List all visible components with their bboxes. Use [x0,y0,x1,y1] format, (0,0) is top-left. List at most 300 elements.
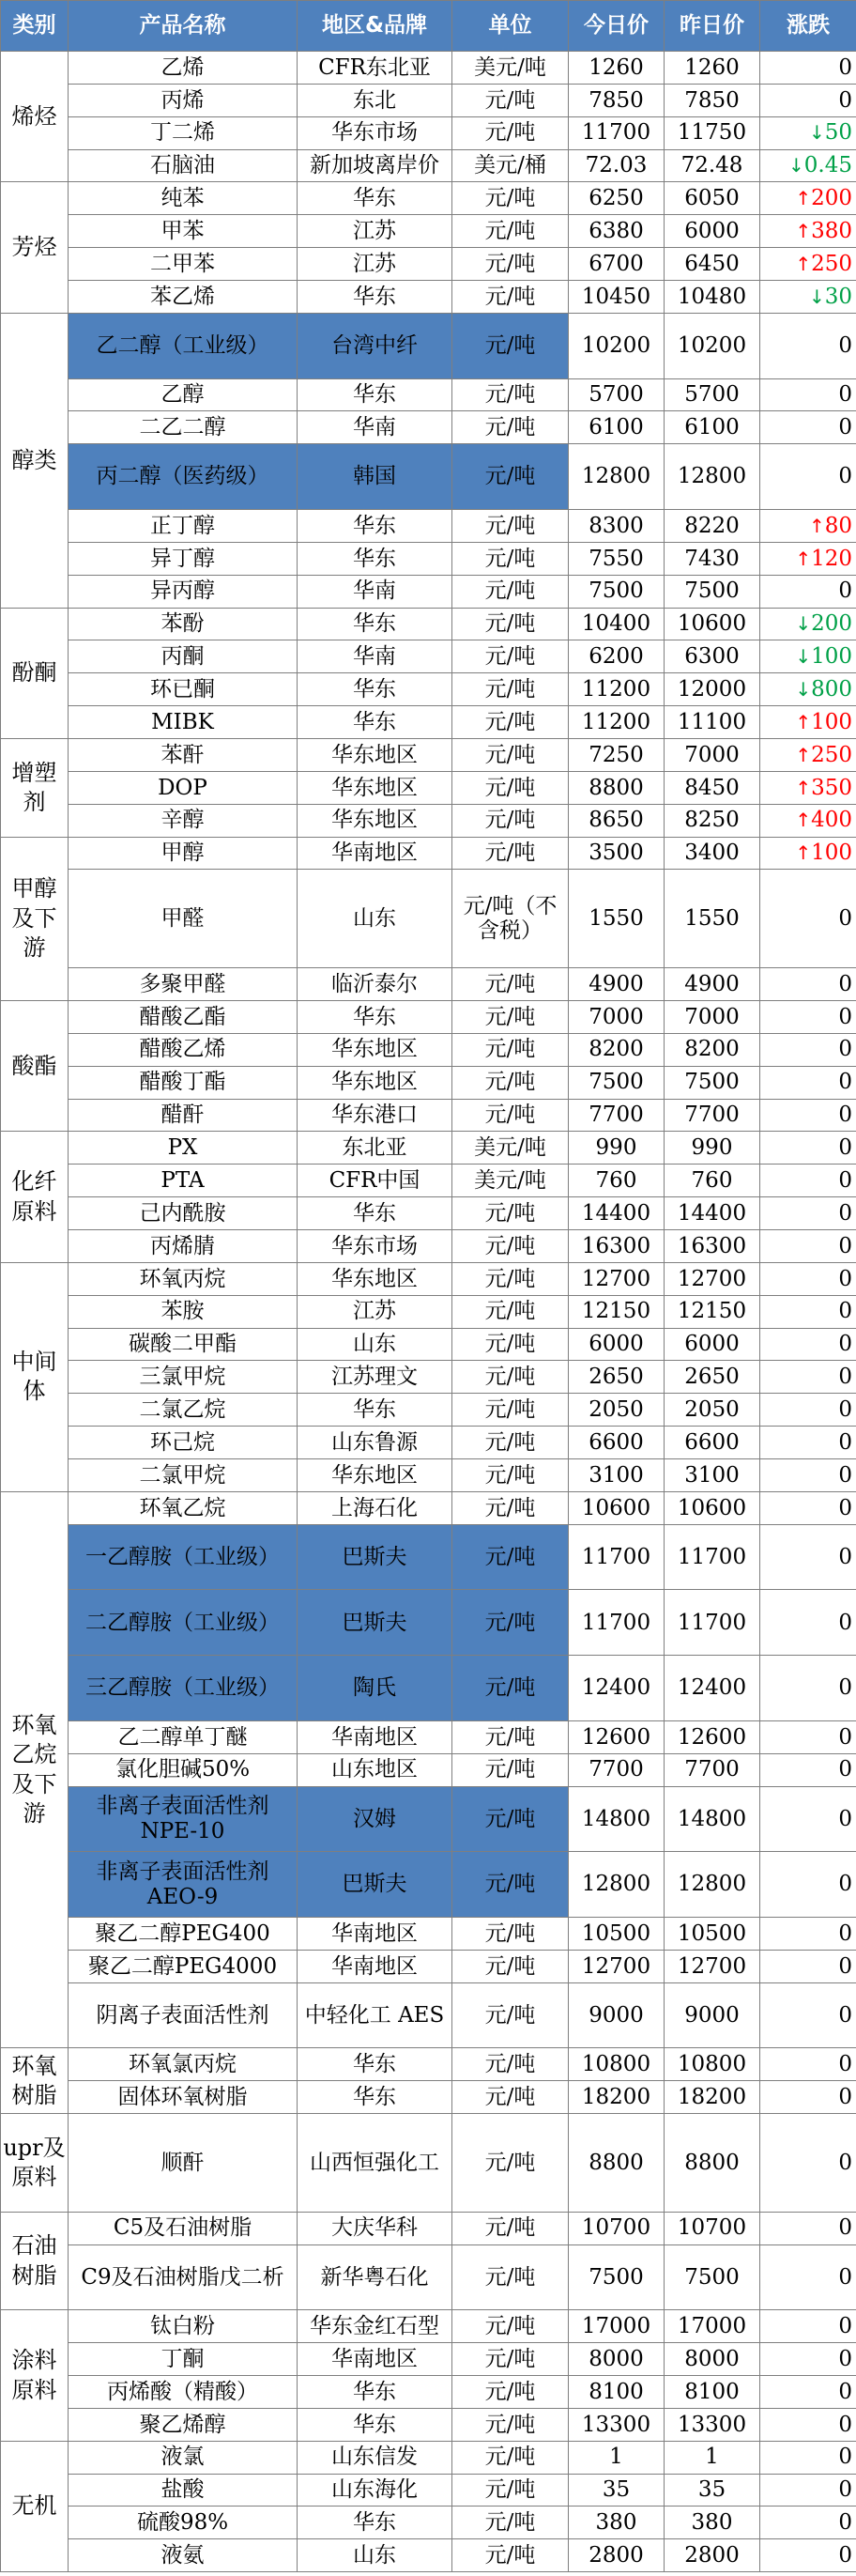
change-cell [760,84,856,116]
product-name-cell: 液氯 [69,2441,298,2474]
unit-cell: 元/吨 [452,608,569,640]
today-price-cell: 1 [569,2441,665,2474]
change-cell [760,1262,856,1295]
product-name-cell: 多聚甲醛 [69,968,298,1001]
table-row [1,510,856,543]
change-value: 350 [811,775,852,800]
region-cell: 山东 [298,870,452,968]
category-cell: 芳烃 [1,182,69,313]
unit-cell: 元/吨 [452,2376,569,2409]
unit-cell: 元/吨 [452,2441,569,2474]
yesterday-price-cell: 12700 [665,1262,760,1295]
today-price-cell: 6250 [569,182,665,215]
table-row [1,1197,856,1230]
header-unit: 单位 [452,1,569,52]
table-row [1,2507,856,2539]
region-cell: 华东金红石型 [298,2310,452,2343]
product-name-cell: 丙烯酸（精酸） [69,2376,298,2409]
yesterday-price-cell: 8200 [665,1033,760,1066]
product-name-cell: 乙醇 [69,378,298,411]
yesterday-price-cell: 990 [665,1132,760,1165]
today-price-cell: 380 [569,2507,665,2539]
change-value: 100 [811,709,852,734]
change-value: 0 [838,1462,852,1488]
change-cell [760,870,856,968]
product-name-cell: 二乙醇胺（工业级） [69,1590,298,1656]
table-row [1,2474,856,2507]
header-row [1,1,856,52]
product-name-cell: 醋酸乙烯 [69,1033,298,1066]
change-cell [760,2244,856,2310]
today-price-cell: 12700 [569,1262,665,1295]
product-name-cell: 苯乙烯 [69,281,298,314]
region-cell: 华南地区 [298,2343,452,2376]
region-cell: 山东信发 [298,2441,452,2474]
change-cell [760,1491,856,1524]
product-name-cell: 顺酐 [69,2114,298,2213]
yesterday-price-cell: 6100 [665,411,760,444]
change-value: 0 [838,2510,852,2536]
product-name-cell: 丙酮 [69,640,298,673]
region-cell: 陶氏 [298,1656,452,1721]
yesterday-price-cell: 11100 [665,706,760,739]
today-price-cell: 7700 [569,1753,665,1786]
change-value: 0 [838,1806,852,1831]
change-cell [760,2376,856,2409]
table-row [1,378,856,411]
change-cell [760,1917,856,1950]
arrow-up-icon: ↑ [795,809,812,832]
region-cell: 华东 [298,510,452,543]
table-row [1,2244,856,2310]
today-price-cell: 11700 [569,1590,665,1656]
header-yesterday-price: 昨日价 [665,1,760,52]
yesterday-price-cell: 12800 [665,1852,760,1918]
product-name-cell: 己内酰胺 [69,1197,298,1230]
change-value: 30 [824,284,852,309]
region-cell: 华南 [298,640,452,673]
today-price-cell: 10800 [569,2048,665,2081]
change-cell [760,1458,856,1491]
product-name-cell: 非离子表面活性剂AEO-9 [69,1852,298,1918]
change-cell [760,378,856,411]
yesterday-price-cell: 8000 [665,2343,760,2376]
table-row [1,1786,856,1852]
change-value: 0 [838,1396,852,1422]
change-value: 0 [838,464,852,489]
yesterday-price-cell: 12800 [665,444,760,510]
change-value: 0 [838,2543,852,2568]
header-region-brand: 地区&品牌 [298,1,452,52]
change-value: 0 [838,1495,852,1520]
change-cell [760,1099,856,1132]
product-name-cell: 一乙醇胺（工业级） [69,1524,298,1590]
today-price-cell: 6380 [569,215,665,248]
today-price-cell: 10200 [569,313,665,378]
change-value: 0 [838,2314,852,2338]
change-value: 0 [838,87,852,113]
unit-cell: 元/吨 [452,411,569,444]
change-value: 0 [838,1233,852,1258]
unit-cell: 元/吨 [452,2507,569,2539]
unit-cell: 元/吨 [452,1590,569,1656]
today-price-cell: 2050 [569,1394,665,1427]
category-cell: 石油树脂 [1,2212,69,2310]
yesterday-price-cell: 17000 [665,2310,760,2343]
product-name-cell: 环氧丙烷 [69,1262,298,1295]
table-row [1,1000,856,1033]
change-value: 0 [838,1675,852,1701]
product-name-cell: 三乙醇胺（工业级） [69,1656,298,1721]
product-name-cell: MIBK [69,706,298,739]
today-price-cell: 6600 [569,1427,665,1459]
change-value: 0 [838,1167,852,1193]
region-cell: 山东 [298,1328,452,1361]
arrow-up-icon: ↑ [795,776,812,799]
yesterday-price-cell: 5700 [665,378,760,411]
change-cell [760,1328,856,1361]
unit-cell: 元/吨 [452,1197,569,1230]
product-name-cell: 二乙二醇 [69,411,298,444]
region-cell: 华东 [298,281,452,314]
arrow-down-icon: ↓ [808,121,825,145]
change-cell [760,1590,856,1656]
table-row [1,444,856,510]
today-price-cell: 12800 [569,444,665,510]
today-price-cell: 72.03 [569,149,665,182]
change-value: 0 [838,1332,852,1357]
today-price-cell: 760 [569,1165,665,1197]
change-cell [760,1361,856,1394]
table-row [1,1852,856,1918]
today-price-cell: 8000 [569,2343,665,2376]
change-value: 200 [811,611,852,637]
table-row [1,2376,856,2409]
unit-cell: 元/吨 [452,215,569,248]
change-cell [760,1427,856,1459]
product-name-cell: 非离子表面活性剂NPE-10 [69,1786,298,1852]
today-price-cell: 13300 [569,2408,665,2441]
table-row [1,2048,856,2081]
region-cell: 华南地区 [298,837,452,870]
product-name-cell: 阴离子表面活性剂 [69,1982,298,2048]
today-price-cell: 7850 [569,84,665,116]
unit-cell: 元/吨 [452,2343,569,2376]
change-cell [760,2441,856,2474]
unit-cell: 元/吨 [452,1720,569,1753]
unit-cell: 元/吨 [452,116,569,149]
table-row [1,542,856,575]
category-cell: upr及原料 [1,2114,69,2213]
change-cell [760,837,856,870]
unit-cell: 美元/吨 [452,1165,569,1197]
change-cell [760,1950,856,1982]
change-cell [760,1000,856,1033]
change-value: 0 [838,578,852,604]
product-name-cell: 硫酸98% [69,2507,298,2539]
region-cell: 台湾中纤 [298,313,452,378]
yesterday-price-cell: 7850 [665,84,760,116]
yesterday-price-cell: 6300 [665,640,760,673]
yesterday-price-cell: 7000 [665,739,760,772]
change-value: 100 [811,841,852,866]
today-price-cell: 10400 [569,608,665,640]
table-row [1,2441,856,2474]
change-value: 0 [838,1365,852,1390]
unit-cell: 元/吨 [452,2474,569,2507]
category-cell: 增塑剂 [1,739,69,838]
unit-cell: 元/吨 [452,378,569,411]
product-name-cell: 石脑油 [69,149,298,182]
change-value: 80 [824,513,852,538]
arrow-up-icon: ↑ [795,220,812,242]
change-cell [760,1132,856,1165]
region-cell: 华东 [298,2048,452,2081]
change-value: 0 [838,1037,852,1062]
unit-cell: 元/吨 [452,2048,569,2081]
product-name-cell: 正丁醇 [69,510,298,543]
change-cell [760,116,856,149]
today-price-cell: 8650 [569,804,665,837]
table-row [1,804,856,837]
yesterday-price-cell: 1550 [665,870,760,968]
change-value: 100 [811,644,852,670]
change-value: 0 [838,2346,852,2371]
table-row [1,1033,856,1066]
change-value: 0 [838,906,852,932]
table-row [1,1950,856,1982]
yesterday-price-cell: 7500 [665,575,760,608]
product-name-cell: 醋酐 [69,1099,298,1132]
product-name-cell: 钛白粉 [69,2310,298,2343]
table-row [1,1720,856,1753]
table-row [1,706,856,739]
change-value: 0 [838,2445,852,2470]
change-value: 800 [811,677,852,702]
table-row [1,2081,856,2114]
table-row [1,2114,856,2213]
product-name-cell: 纯苯 [69,182,298,215]
today-price-cell: 8800 [569,771,665,804]
change-cell [760,771,856,804]
change-value: 200 [811,186,852,211]
table-row [1,2408,856,2441]
table-row [1,771,856,804]
product-name-cell: 甲醇 [69,837,298,870]
unit-cell: 元/吨 [452,2212,569,2244]
category-cell: 环氧乙烷及下游 [1,1491,69,2048]
yesterday-price-cell: 10200 [665,313,760,378]
today-price-cell: 14800 [569,1786,665,1852]
change-cell [760,1295,856,1328]
change-value: 0 [838,2477,852,2503]
change-value: 0 [838,54,852,80]
yesterday-price-cell: 12150 [665,1295,760,1328]
change-value: 0 [838,1544,852,1569]
change-cell [760,2507,856,2539]
yesterday-price-cell: 4900 [665,968,760,1001]
category-cell: 酚酮 [1,608,69,738]
arrow-up-icon: ↑ [808,514,825,537]
yesterday-price-cell: 11700 [665,1524,760,1590]
header-product-name: 产品名称 [69,1,298,52]
today-price-cell: 6700 [569,248,665,281]
arrow-up-icon: ↑ [795,252,812,275]
yesterday-price-cell: 16300 [665,1229,760,1262]
category-cell: 醇类 [1,313,69,608]
today-price-cell: 6100 [569,411,665,444]
table-row [1,1132,856,1165]
product-name-cell: 聚乙烯醇 [69,2408,298,2441]
change-cell [760,1656,856,1721]
unit-cell: 元/吨 [452,640,569,673]
unit-cell: 元/吨 [452,1656,569,1721]
yesterday-price-cell: 35 [665,2474,760,2507]
unit-cell: 元/吨 [452,2244,569,2310]
unit-cell: 元/吨 [452,444,569,510]
change-value: 0 [838,1135,852,1161]
change-cell [760,804,856,837]
category-cell: 环氧树脂 [1,2048,69,2114]
arrow-up-icon: ↑ [795,187,812,210]
change-value: 0 [838,1103,852,1128]
today-price-cell: 6200 [569,640,665,673]
today-price-cell: 16300 [569,1229,665,1262]
arrow-down-icon: ↓ [795,645,812,669]
table-row [1,1524,856,1590]
yesterday-price-cell: 2050 [665,1394,760,1427]
today-price-cell: 8800 [569,2114,665,2213]
region-cell: 华南地区 [298,1950,452,1982]
unit-cell: 元/吨 [452,1099,569,1132]
change-value: 0 [838,382,852,408]
unit-cell: 元/吨 [452,1361,569,1394]
change-cell [760,1720,856,1753]
region-cell: 汉姆 [298,1786,452,1852]
today-price-cell: 1550 [569,870,665,968]
product-name-cell: 聚乙二醇PEG400 [69,1917,298,1950]
unit-cell: 元/吨 [452,1262,569,1295]
today-price-cell: 18200 [569,2081,665,2114]
unit-cell: 元/吨 [452,1000,569,1033]
region-cell: 华东地区 [298,771,452,804]
table-row [1,1328,856,1361]
yesterday-price-cell: 8220 [665,510,760,543]
region-cell: 华东 [298,1000,452,1033]
unit-cell: 元/吨 [452,542,569,575]
change-cell [760,1394,856,1427]
change-cell [760,281,856,314]
unit-cell: 元/吨 [452,1458,569,1491]
yesterday-price-cell: 12600 [665,1720,760,1753]
yesterday-price-cell: 380 [665,2507,760,2539]
region-cell: 华东地区 [298,1262,452,1295]
change-value: 250 [811,742,852,767]
change-cell [760,2474,856,2507]
region-cell: CFR东北亚 [298,52,452,85]
region-cell: 华东地区 [298,739,452,772]
yesterday-price-cell: 6450 [665,248,760,281]
today-price-cell: 11200 [569,706,665,739]
region-cell: 华东 [298,706,452,739]
change-value: 0 [838,1200,852,1226]
unit-cell: 元/吨 [452,837,569,870]
change-value: 0 [838,1953,852,1979]
today-price-cell: 7550 [569,542,665,575]
region-cell: 华东 [298,182,452,215]
yesterday-price-cell: 2800 [665,2539,760,2572]
product-name-cell: C5及石油树脂 [69,2212,298,2244]
unit-cell: 元/吨 [452,1950,569,1982]
change-value: 0.45 [803,153,852,178]
product-name-cell: 醋酸乙酯 [69,1000,298,1033]
region-cell: 东北 [298,84,452,116]
unit-cell: 元/吨 [452,804,569,837]
region-cell: 华南地区 [298,1720,452,1753]
yesterday-price-cell: 11700 [665,1590,760,1656]
today-price-cell: 5700 [569,378,665,411]
table-row [1,1394,856,1427]
table-row [1,116,856,149]
product-name-cell: 乙烯 [69,52,298,85]
table-row [1,640,856,673]
unit-cell: 元/吨 [452,575,569,608]
yesterday-price-cell: 2650 [665,1361,760,1394]
region-cell: 华东 [298,1394,452,1427]
region-cell: 华南 [298,575,452,608]
yesterday-price-cell: 7430 [665,542,760,575]
today-price-cell: 9000 [569,1982,665,2048]
region-cell: 华东 [298,2408,452,2441]
change-value: 0 [838,415,852,440]
product-name-cell: PX [69,1132,298,1165]
region-cell: 华东港口 [298,1099,452,1132]
table-row [1,2343,856,2376]
region-cell: 华东市场 [298,116,452,149]
table-row [1,84,856,116]
change-cell [760,1852,856,1918]
region-cell: 华东地区 [298,1458,452,1491]
region-cell: 华东市场 [298,1229,452,1262]
product-name-cell: 丁酮 [69,2343,298,2376]
change-value: 400 [811,808,852,833]
yesterday-price-cell: 6050 [665,182,760,215]
unit-cell: 元/吨 [452,968,569,1001]
change-cell [760,1524,856,1590]
change-cell [760,2310,856,2343]
arrow-down-icon: ↓ [795,612,812,636]
unit-cell: 美元/吨 [452,52,569,85]
header-category: 类别 [1,1,69,52]
region-cell: 新华粤石化 [298,2244,452,2310]
change-value: 120 [811,546,852,571]
table-row [1,1753,856,1786]
change-cell [760,575,856,608]
today-price-cell: 10500 [569,1917,665,1950]
region-cell: 中轻化工 AES [298,1982,452,2048]
change-cell [760,1197,856,1230]
product-name-cell: 乙二醇单丁醚 [69,1720,298,1753]
table-row [1,870,856,968]
region-cell: 华南 [298,411,452,444]
unit-cell: 元/吨 [452,2081,569,2114]
yesterday-price-cell: 14800 [665,1786,760,1852]
today-price-cell: 7700 [569,1099,665,1132]
today-price-cell: 8200 [569,1033,665,1066]
today-price-cell: 12400 [569,1656,665,1721]
table-row [1,2212,856,2244]
unit-cell: 元/吨 [452,673,569,706]
